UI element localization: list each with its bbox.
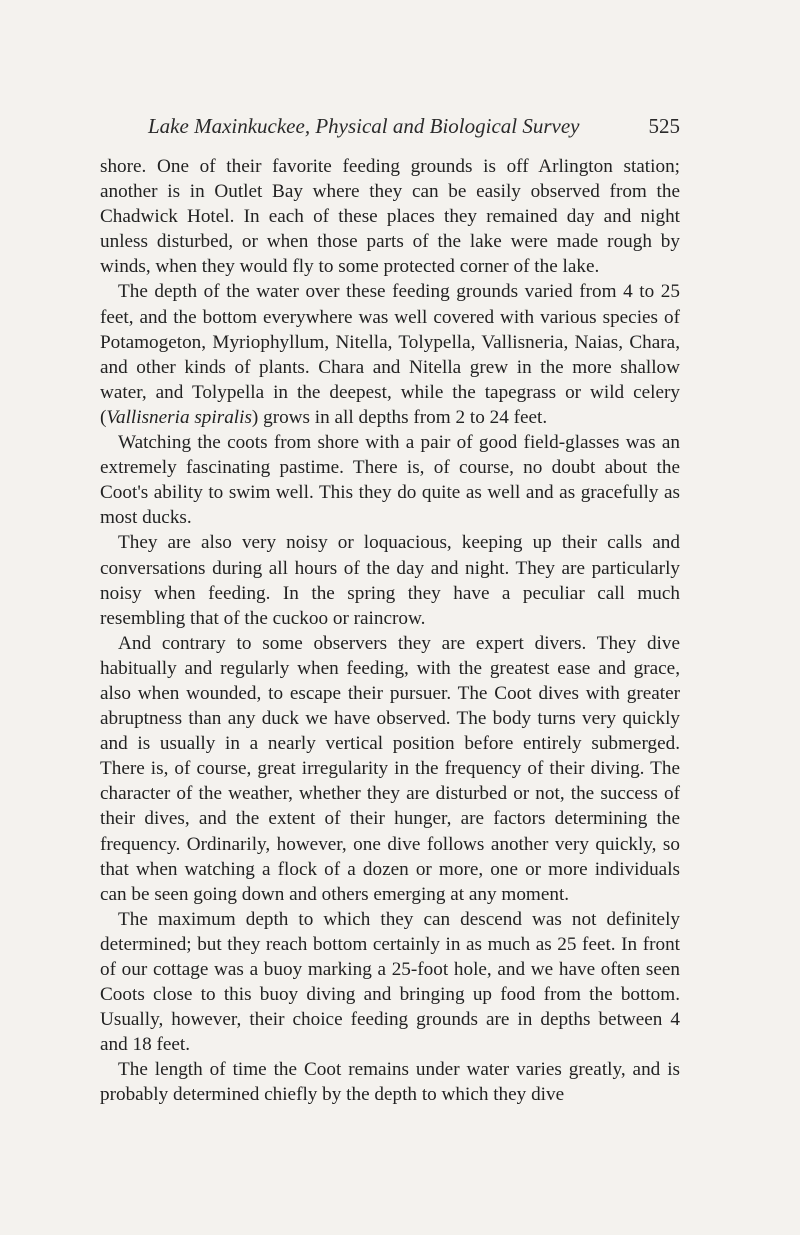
body-text [100, 154, 680, 1108]
paragraph-calls: They are also very noisy or loquacious, keeping up their calls and conversations during all hours of the day and night. They are particularly noisy when feeding. In the spring they have a peculiar call much resembling that of the cuckoo or raincrow. [100, 532, 680, 629]
paragraph-text: ) grows in all depths from 2 to 24 feet. [251, 406, 548, 428]
paragraph-diving: And contrary to some observers they are expert divers. They dive habitually and regularly when feeding, with the greatest ease and grace, also when wounded, to escape their pursuer. The Coot dives with greater abruptness than any duck we have observed. The body turns very quickly and is usually in a nearly vertical position before entirely submerged. There is, of course, great irregularity in the frequency of their diving. The character of the weather, whether they are disturbed or not, the success of their dives, and the extent of their hunger, are factors determining the frequency. Ordinarily, however, one dive follows another very quickly, so that when watching a flock of a dozen or more, one or more individuals can be seen going down and others emerging at any moment. [100, 632, 680, 905]
paragraph-swimming: Watching the coots from shore with a pair of good field-glasses was an extremely fascinating pastime. There is, of course, no doubt about the Coot's ability to swim well. This they do quite as well and as gracefully as most ducks. [100, 432, 680, 529]
running-head [148, 114, 680, 144]
paragraph-feeding-depth [100, 279, 680, 430]
paragraph-time-under-water: The length of time the Coot remains under water varies greatly, and is probably determined chiefly by the depth to which they dive [100, 1059, 680, 1106]
paragraph-text: The depth of the water over these feeding grounds varied from 4 to 25 feet, and the bottom everywhere was well covered with various species of Potamogeton, Myriophyllum, Nitella, Tolypella, Vallisneria, Naias, Chara, and other kinds of plants. Chara and Nitella grew in the more shallow water, and Tolypella in the deepest, while the tapegrass or wild celery ( [100, 281, 680, 428]
scientific-name: Vallisneria spiralis [106, 406, 252, 428]
page-number: 525 [648, 114, 680, 138]
paragraph-continued: shore. One of their favorite feeding grounds is off Arlington station; another is in Outlet Bay where they can be easily observed from the Chadwick Hotel. In each of these places they remained day and night unless disturbed, or when those parts of the lake were made rough by winds, when they would fly to some protected corner of the lake. [100, 156, 680, 278]
paragraph-max-depth: The maximum depth to which they can descend was not definitely determined; but they reach bottom certainly in as much as 25 feet. In front of our cottage was a buoy marking a 25-foot hole, and we have often seen Coots close to this buoy diving and bringing up food from the bottom. Usually, however, their choice feeding grounds are in depths between 4 and 18 feet. [100, 908, 680, 1056]
running-title: Lake Maxinkuckee, Physical and Biological Survey [148, 114, 580, 138]
